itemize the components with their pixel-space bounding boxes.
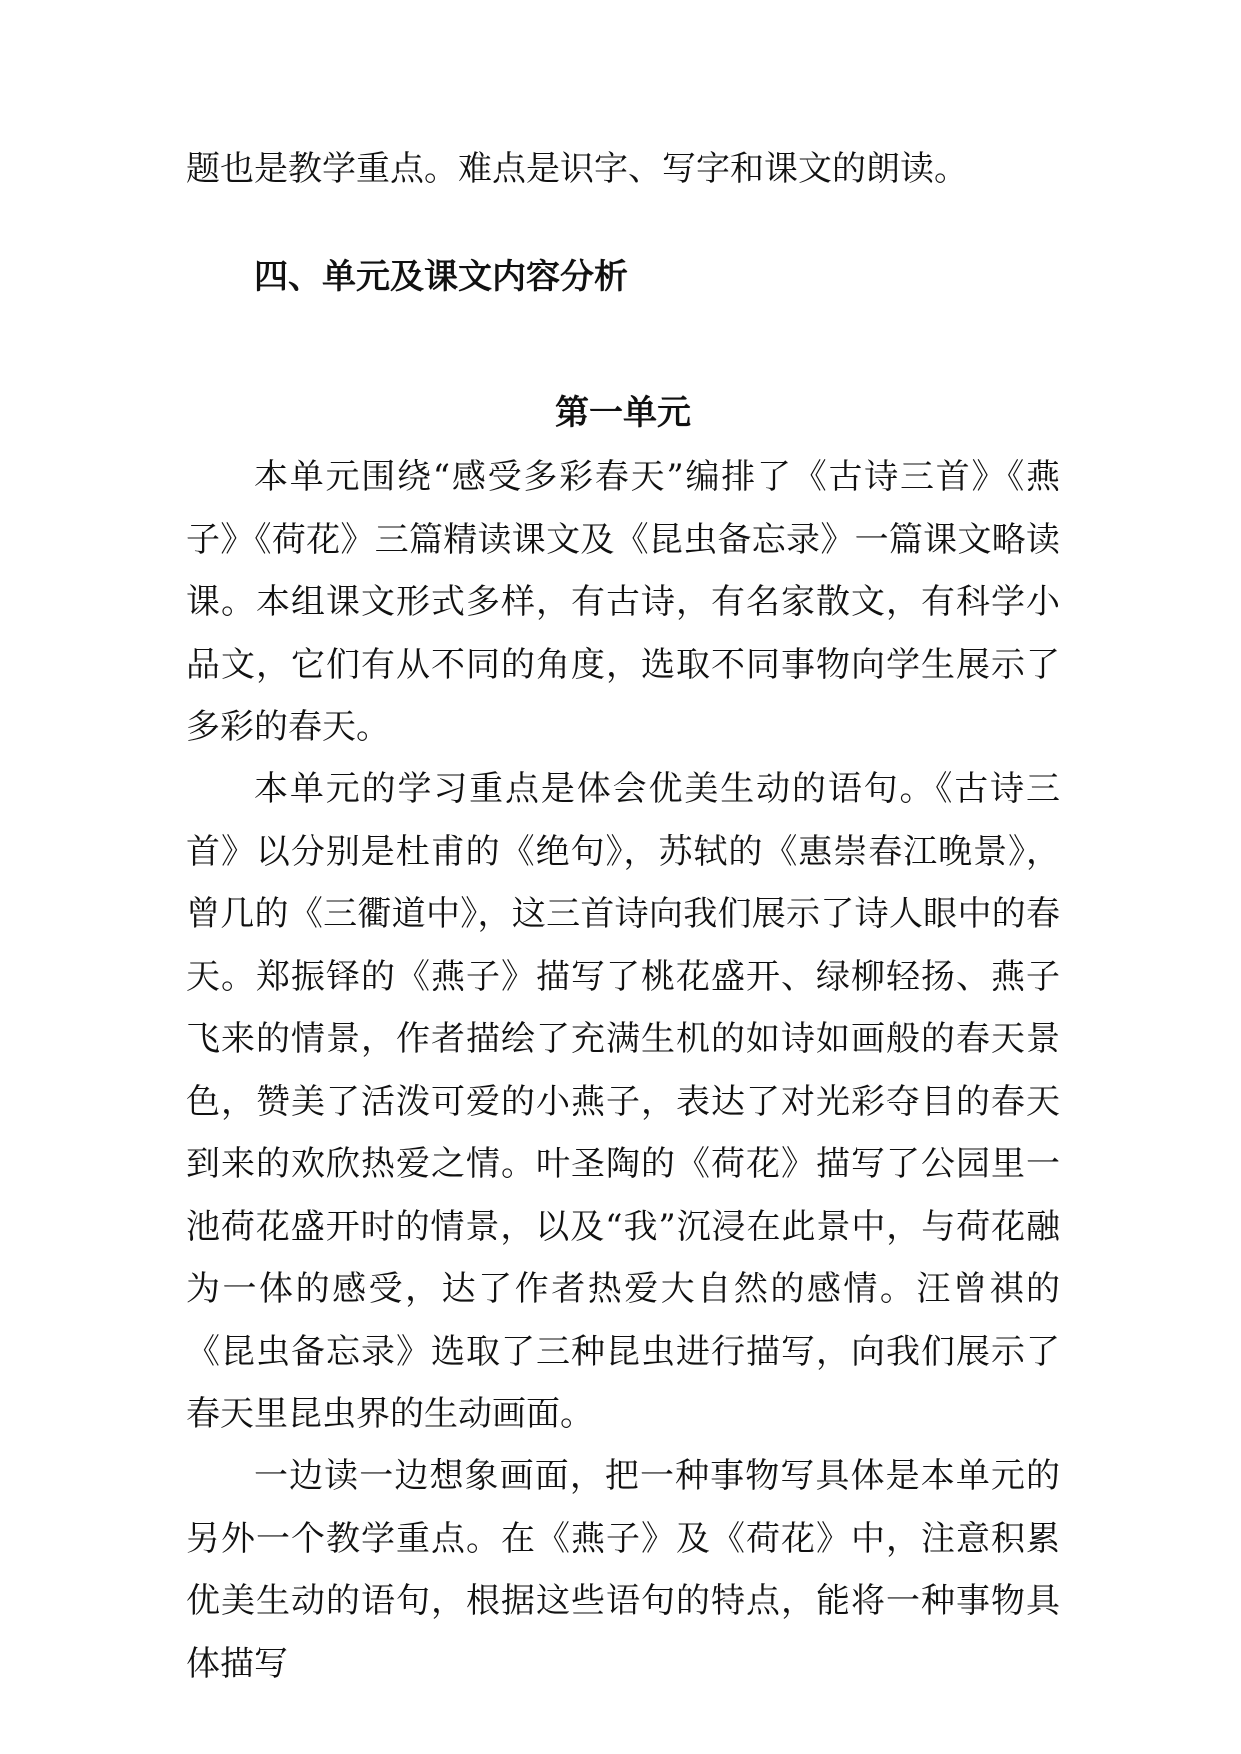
paragraph-unit-overview: 本单元围绕“感受多彩春天”编排了《古诗三首》《燕子》《荷花》三篇精读课文及《昆虫备忘录》一篇课文略读课。本组课文形式多样，有古诗，有名家散文，有科学小品文，它们有从不同的角度，选取不同事物向学生展示了多彩的春天。 [186, 457, 1060, 747]
continuation-paragraph: 题也是教学重点。难点是识字、写字和课文的朗读。 [186, 149, 968, 189]
section-heading: 四、单元及课文内容分析 [254, 257, 628, 297]
paragraph-teaching-focus: 一边读一边想象画面，把一种事物写具体是本单元的另外一个教学重点。在《燕子》及《荷花》中，注意积累优美生动的语句，根据这些语句的特点，能将一种事物具体描写 [186, 1456, 1060, 1684]
paragraph-learning-focus: 本单元的学习重点是体会优美生动的语句。《古诗三首》以分别是杜甫的《绝句》，苏轼的《惠崇春江晚景》，曾几的《三衢道中》，这三首诗向我们展示了诗人眼中的春天。郑振铎的《燕子》描写了桃花盛开、绿柳轻扬、燕子飞来的情景，作者描绘了充满生机的如诗如画般的春天景色，赞美了活泼可爱的小燕子，表达了对光彩夺目的春天到来的欢欣热爱之情。叶圣陶的《荷花》描写了公园里一池荷花盛开时的情景，以及“我”沉浸在此景中，与荷花融为一体的感受，达了作者热爱大自然的感情。汪曾祺的《昆虫备忘录》选取了三种昆虫进行描写，向我们展示了春天里昆虫界的生动画面。 [186, 769, 1060, 1434]
unit-title: 第一单元 [555, 393, 691, 433]
